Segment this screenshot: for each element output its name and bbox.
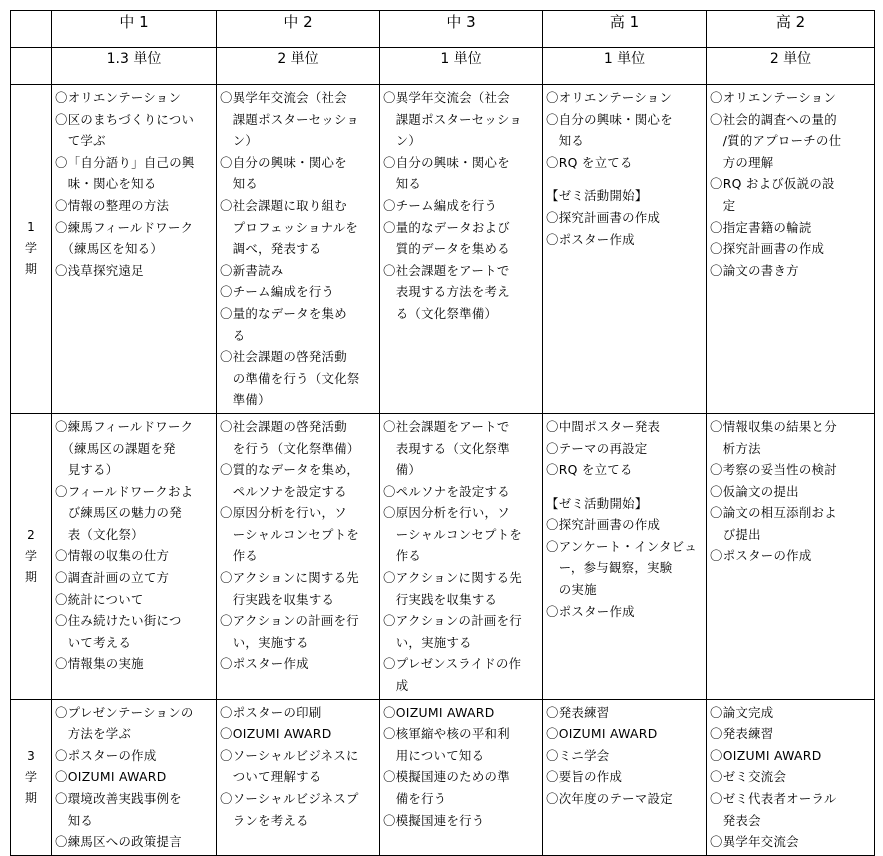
activity-item: 〇OIZUMI AWARD	[55, 769, 167, 785]
activity-item: 〇中間ポスター発表	[546, 418, 661, 434]
activity-item: 〇社会課題の啓発活動	[220, 418, 347, 434]
activity-item: 発表会	[710, 812, 761, 828]
activity-item: 〇情報の整理の方法	[55, 197, 170, 213]
activity-item: プロフェッショナルを	[220, 219, 359, 235]
activity-item: 〇フィールドワークおよ	[55, 483, 194, 499]
grade-header: 高 1	[543, 11, 707, 48]
grade-header: 中 1	[52, 11, 217, 48]
activity-item: 見する）	[55, 462, 119, 478]
activity-item: 〇考察の妥当性の検討	[710, 462, 837, 478]
units-row	[11, 48, 875, 85]
activity-item: ペルソナを設定する	[220, 483, 347, 499]
activity-item: 〇ゼミ交流会	[710, 769, 787, 785]
activity-item: 〇論文完成	[710, 704, 774, 720]
activity-item: ン）	[220, 133, 259, 149]
activity-item: 〇ペルソナを設定する	[383, 483, 510, 499]
activity-item: ついて理解する	[220, 769, 322, 785]
activity-item: 〇ポスターの印刷	[220, 704, 322, 720]
term-row	[11, 413, 875, 699]
activity-item: 〇要旨の作成	[546, 769, 623, 785]
activity-item: 味・関心を知る	[55, 176, 157, 192]
activity-item: 【ゼミ活動開始】	[546, 495, 648, 511]
activity-item: 〇自分の興味・関心を	[546, 111, 673, 127]
activity-item: 〇論文の書き方	[710, 262, 799, 278]
activity-item: 〇アクションに関する先	[383, 570, 522, 586]
term-label	[11, 85, 52, 414]
activity-item: 〇社会課題をアートで	[383, 418, 510, 434]
activity-item: 〇自分の興味・関心を	[383, 154, 510, 170]
activity-item: 調べ，発表する	[220, 241, 322, 257]
activity-item: 表現する（文化祭準	[383, 440, 510, 456]
activity-item: 〇探究計画書の作成	[546, 517, 661, 533]
term-label-char: 学	[24, 769, 37, 784]
activity-item: 〇練馬区への政策提言	[55, 834, 182, 850]
activity-item: 〇練馬フィールドワーク	[55, 418, 194, 434]
activity-item: い，実施する	[383, 634, 472, 650]
activity-item: 〇チーム編成を行う	[220, 284, 335, 300]
activity-item: 〇質的なデータを集め，	[220, 462, 360, 478]
activity-item: 〇原因分析を行い，ソ	[220, 505, 347, 521]
grade-header-row	[11, 11, 875, 48]
activity-item: 〇プレゼンスライドの作	[383, 656, 522, 672]
activity-cell	[217, 413, 380, 699]
term-row	[11, 85, 875, 414]
activity-item: 〇情報の収集の仕方	[55, 548, 170, 564]
term-label	[11, 413, 52, 699]
term-label-char: 1	[27, 220, 35, 235]
activity-cell	[52, 699, 217, 855]
activity-item: 備を行う	[383, 791, 447, 806]
activity-item: 〇異学年交流会（社会	[383, 90, 510, 105]
activity-item: 表現する方法を考え	[383, 284, 510, 300]
activity-item: 〇RQ および仮説の設	[710, 176, 835, 192]
activity-item: の実施	[546, 582, 597, 598]
activity-item: 〇ポスター作成	[220, 656, 309, 672]
activity-item: 〇ソーシャルビジネスに	[220, 747, 359, 763]
activity-item: 〇情報収集の結果と分	[710, 418, 837, 434]
unit-cell: 2 単位	[217, 48, 380, 85]
activity-cell	[380, 699, 543, 855]
activity-item: 〇指定書籍の輪読	[710, 219, 812, 235]
activity-item: ン）	[383, 133, 422, 149]
activity-item: 〇社会課題をアートで	[383, 262, 510, 278]
term-label-char: 学	[24, 548, 37, 563]
activity-item: 〇アンケート・インタビュ	[546, 538, 698, 554]
activity-item: る	[220, 327, 246, 343]
activity-item: び練馬区の魅力の発	[55, 505, 182, 521]
activity-item: （練馬区の課題を発	[55, 440, 176, 456]
grade-header: 中 2	[217, 11, 380, 48]
activity-item: 〇社会課題の啓発活動	[220, 349, 347, 365]
activity-item: 〇調査計画の立て方	[55, 570, 170, 586]
activity-cell	[380, 413, 543, 699]
activity-item: いて考える	[55, 634, 132, 650]
term-label-char: 3	[27, 748, 35, 763]
activity-item: ランを考える	[220, 812, 309, 828]
activity-item: 〇OIZUMI AWARD	[383, 704, 495, 720]
unit-cell: 1 単位	[380, 48, 543, 85]
activity-item: 〇探究計画書の作成	[710, 241, 825, 257]
activity-item: 【ゼミ活動開始】	[546, 188, 648, 204]
activity-item: 〇OIZUMI AWARD	[220, 726, 332, 742]
unit-cell: 1.3 単位	[52, 48, 217, 85]
activity-item: 〇自分の興味・関心を	[220, 154, 347, 170]
activity-item: 〇統計について	[55, 591, 144, 607]
activity-item: を行う（文化祭準備）	[220, 440, 360, 456]
activity-item: 方の理解	[710, 154, 774, 170]
activity-item: 〇オリエンテーション	[710, 90, 837, 105]
term-label-char: 学	[24, 241, 37, 256]
activity-item: ーシャルコンセプトを	[383, 526, 523, 542]
activity-item: 〇ポスター作成	[546, 603, 635, 619]
activity-cell	[380, 85, 543, 414]
activity-item: 〇アクションの計画を行	[383, 613, 522, 629]
activity-item: 方法を学ぶ	[55, 726, 132, 742]
activity-item: 〇ミニ学会	[546, 747, 610, 763]
activity-item: /質的アプローチの仕	[710, 133, 842, 149]
corner-cell	[11, 11, 52, 48]
activity-item: 〇異学年交流会（社会	[220, 90, 347, 105]
activity-item: 成	[383, 678, 409, 694]
activity-item: 備）	[383, 462, 422, 478]
activity-item: 知る	[220, 176, 259, 192]
activity-item: 〇ソーシャルビジネスプ	[220, 791, 359, 806]
activity-item: の準備を行う（文化祭	[220, 370, 360, 386]
activity-cell	[707, 413, 875, 699]
activity-item: 課題ポスターセッショ	[383, 111, 523, 127]
activity-item: 〇アクションの計画を行	[220, 613, 359, 629]
activity-item: 〇発表練習	[546, 704, 610, 720]
corner-cell	[11, 48, 52, 85]
activity-item: 〇ポスターの作成	[710, 548, 812, 564]
activity-item: 行実践を収集する	[220, 591, 335, 607]
activity-item: 〇探究計画書の作成	[546, 209, 661, 225]
activity-item: 〇核軍縮や核の平和利	[383, 726, 510, 742]
activity-cell	[217, 699, 380, 855]
activity-item: 〇RQ を立てる	[546, 462, 633, 478]
activity-item: 〇チーム編成を行う	[383, 197, 498, 213]
activity-item: 〇量的なデータおよび	[383, 219, 510, 235]
activity-item: 知る	[383, 176, 422, 192]
activity-item: る（文化祭準備）	[383, 305, 498, 321]
activity-item: 〇仮論文の提出	[710, 483, 799, 499]
activity-item: て学ぶ	[55, 133, 106, 149]
term-label-char: 期	[24, 262, 37, 277]
activity-item: 〇OIZUMI AWARD	[710, 747, 822, 763]
activity-item: 〇RQ を立てる	[546, 154, 633, 170]
activity-item: 〇浅草探究遠足	[55, 262, 144, 278]
term-label-char: 期	[24, 790, 37, 805]
activity-item: 〇テーマの再設定	[546, 440, 648, 456]
activity-item: 〇社会課題に取り組む	[220, 197, 347, 213]
activity-cell	[543, 699, 707, 855]
term-label	[11, 699, 52, 855]
activity-item: び提出	[710, 526, 761, 542]
activity-item: 〇情報集の実施	[55, 656, 144, 672]
activity-item: 〇ゼミ代表者オーラル	[710, 791, 837, 806]
term-row	[11, 699, 875, 855]
activity-cell	[52, 413, 217, 699]
activity-item: 〇異学年交流会	[710, 834, 799, 850]
unit-cell: 2 単位	[707, 48, 875, 85]
activity-item: ーシャルコンセプトを	[220, 526, 360, 542]
activity-item: 〇練馬フィールドワーク	[55, 219, 194, 235]
activity-cell	[707, 699, 875, 855]
activity-item: 〇OIZUMI AWARD	[546, 726, 658, 742]
grade-header: 中 3	[380, 11, 543, 48]
activity-item: 〇ポスター作成	[546, 231, 635, 247]
activity-item: 質的データを集める	[383, 241, 510, 257]
activity-item: 〇発表練習	[710, 726, 774, 742]
activity-item: 〇オリエンテーション	[55, 90, 182, 105]
activity-item: 用について知る	[383, 747, 485, 763]
activity-item: 〇新書読み	[220, 262, 284, 278]
activity-cell	[217, 85, 380, 414]
activity-item: 定	[710, 197, 736, 213]
activity-item: （練馬区を知る）	[55, 241, 164, 257]
activity-item: 〇論文の相互添削およ	[710, 505, 837, 521]
activity-item: 作る	[383, 548, 422, 564]
activity-item: 知る	[546, 133, 585, 149]
activity-item: 〇プレゼンテーションの	[55, 704, 194, 720]
curriculum-table	[10, 10, 875, 856]
activity-item: 〇量的なデータを集め	[220, 305, 347, 321]
term-label-char: 2	[27, 527, 35, 542]
activity-item: 〇区のまちづくりについ	[55, 111, 195, 127]
activity-item: 〇「自分語り」自己の興	[55, 154, 195, 170]
activity-item: 〇模擬国連のための準	[383, 769, 510, 785]
activity-item: 〇環境改善実践事例を	[55, 791, 182, 806]
activity-item: 〇アクションに関する先	[220, 570, 359, 586]
activity-cell	[543, 85, 707, 414]
activity-item: 準備）	[220, 392, 271, 408]
activity-item: ー，参与観察，実験	[546, 560, 673, 576]
activity-cell	[707, 85, 875, 414]
activity-item: 析方法	[710, 440, 761, 456]
term-label-char: 期	[24, 569, 37, 584]
activity-item: 〇住み続けたい街につ	[55, 613, 182, 629]
activity-item: 知る	[55, 812, 94, 828]
activity-item: 表（文化祭）	[55, 526, 144, 542]
activity-item: 課題ポスターセッショ	[220, 111, 360, 127]
activity-item: 〇社会的調査への量的	[710, 111, 837, 127]
activity-item: 〇ポスターの作成	[55, 747, 157, 763]
activity-item: い，実施する	[220, 634, 309, 650]
activity-item: 〇オリエンテーション	[546, 90, 673, 105]
unit-cell: 1 単位	[543, 48, 707, 85]
activity-item: 作る	[220, 548, 259, 564]
activity-cell	[52, 85, 217, 414]
activity-item: 〇次年度のテーマ設定	[546, 791, 673, 806]
activity-item: 行実践を収集する	[383, 591, 498, 607]
grade-header: 高 2	[707, 11, 875, 48]
activity-item: 〇模擬国連を行う	[383, 812, 485, 828]
activity-cell	[543, 413, 707, 699]
activity-item: 〇原因分析を行い，ソ	[383, 505, 510, 521]
